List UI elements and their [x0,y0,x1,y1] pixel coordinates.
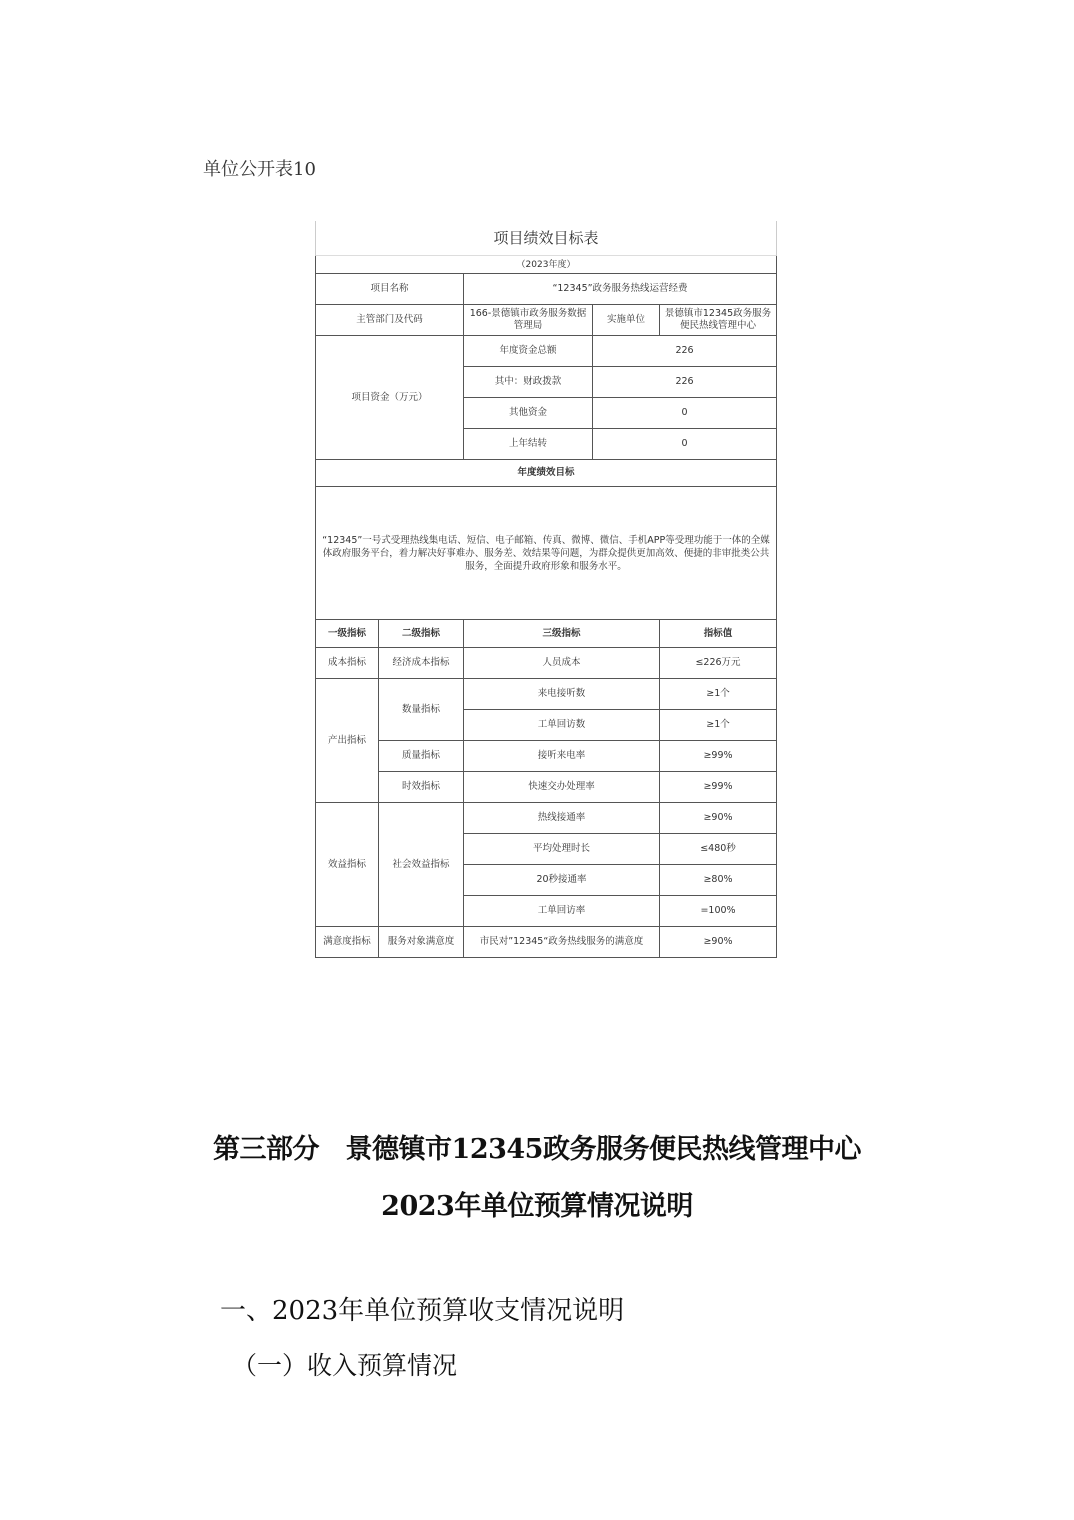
indicator-l2: 时效指标 [379,772,464,803]
fund-label: 上年结转 [464,429,593,460]
indicator-value: ≥80% [660,865,777,896]
header-value: 指标值 [660,620,777,648]
indicator-value: ≥90% [660,803,777,834]
performance-target-table [315,221,777,958]
impl-unit-value: 景德镇市12345政务服务便民热线管理中心 [660,305,777,336]
annual-goal-label: 年度绩效目标 [316,460,777,487]
indicator-value: ≥1个 [660,679,777,710]
indicator-l2: 数量指标 [379,679,464,741]
indicator-l3: 人员成本 [464,648,660,679]
indicator-value: ≤480秒 [660,834,777,865]
indicator-value: ≥99% [660,772,777,803]
indicator-l3: 快速交办处理率 [464,772,660,803]
indicator-l3: 市民对”12345“政务热线服务的满意度 [464,927,660,958]
indicator-l3: 热线接通率 [464,803,660,834]
table-label: 单位公开表10 [203,159,316,180]
indicator-l1: 成本指标 [316,648,379,679]
indicator-l1: 效益指标 [316,803,379,927]
funds-label: 项目资金（万元） [316,336,464,460]
indicator-l1: 满意度指标 [316,927,379,958]
dept-value: 166-景德镇市政务服务数据管理局 [464,305,593,336]
indicator-l2: 质量指标 [379,741,464,772]
project-name-label: 项目名称 [316,274,464,305]
indicator-value: ≤226万元 [660,648,777,679]
indicator-l2: 社会效益指标 [379,803,464,927]
table-year: （2023年度） [316,256,777,274]
fund-value: 0 [593,429,777,460]
indicator-value: ≥99% [660,741,777,772]
indicator-value: ≥90% [660,927,777,958]
fund-value: 226 [593,367,777,398]
fund-value: 226 [593,336,777,367]
indicator-l3: 平均处理时长 [464,834,660,865]
project-name-value: “12345”政务服务热线运营经费 [464,274,777,305]
fund-label: 其他资金 [464,398,593,429]
indicator-l2: 服务对象满意度 [379,927,464,958]
part-heading-line1: 第三部分 景德镇市12345政务服务便民热线管理中心 [213,1134,861,1165]
subsection-heading: （一）收入预算情况 [232,1351,458,1380]
section-heading: 一、2023年单位预算收支情况说明 [220,1296,625,1326]
indicator-l1: 产出指标 [316,679,379,803]
dept-label: 主管部门及代码 [316,305,464,336]
part-heading-line2: 2023年单位预算情况说明 [381,1191,693,1222]
table-title: 项目绩效目标表 [316,221,777,256]
indicator-l3: 工单回访率 [464,896,660,927]
header-level2: 二级指标 [379,620,464,648]
indicator-l3: 工单回访数 [464,710,660,741]
fund-label: 年度资金总额 [464,336,593,367]
indicator-l2: 经济成本指标 [379,648,464,679]
header-level3: 三级指标 [464,620,660,648]
indicator-value: ≥1个 [660,710,777,741]
impl-unit-label: 实施单位 [593,305,660,336]
header-level1: 一级指标 [316,620,379,648]
indicator-value: =100% [660,896,777,927]
indicator-l3: 接听来电率 [464,741,660,772]
indicator-l3: 20秒接通率 [464,865,660,896]
indicator-l3: 来电接听数 [464,679,660,710]
fund-label: 其中：财政拨款 [464,367,593,398]
fund-value: 0 [593,398,777,429]
annual-goal-text: “12345”一号式受理热线集电话、短信、电子邮箱、传真、微博、微信、手机APP等受理功能于一体的全媒体政府服务平台，着力解决好事难办、服务差、效结果等问题，为群众提供更加高效、便捷的非审批类公共服务，全面提升政府形象和服务水平。 [316,487,777,620]
